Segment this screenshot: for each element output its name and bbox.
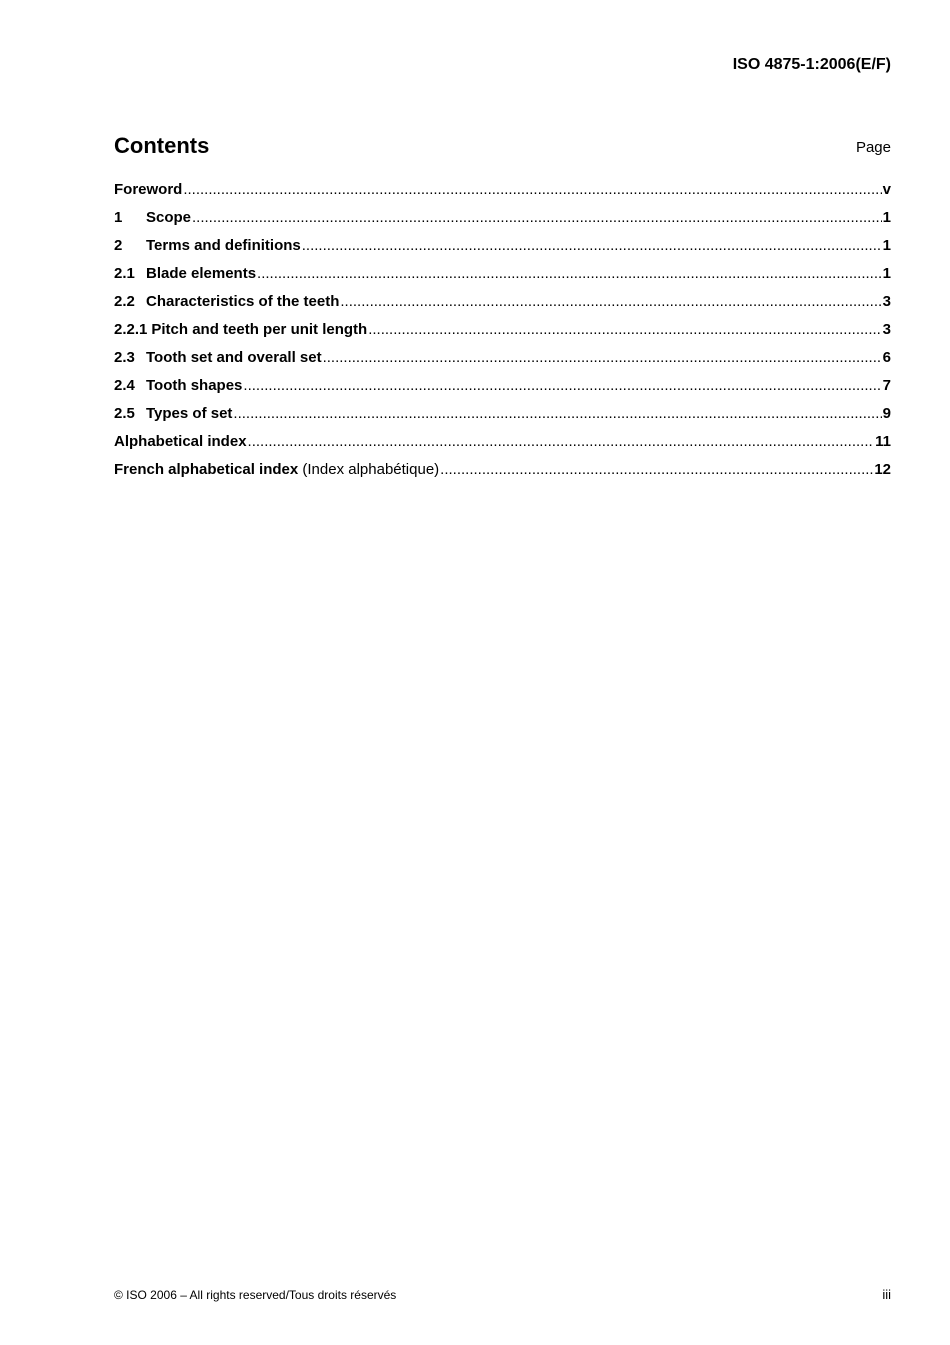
toc-entry-title: Types of set	[146, 405, 233, 422]
toc-entry-title: Characteristics of the teeth	[146, 293, 340, 310]
toc-entry-page: 12	[874, 461, 891, 478]
dot-leader	[183, 181, 881, 199]
toc-entry-title: Terms and definitions	[146, 237, 301, 254]
toc-entry-page: 6	[882, 349, 891, 366]
toc-entry-blade-elements[interactable]	[114, 265, 891, 293]
toc-entry-number: 2.4	[114, 377, 135, 394]
dot-leader	[192, 209, 882, 227]
toc-entry-number: 2.2.1	[114, 321, 148, 338]
dot-leader	[302, 237, 882, 255]
toc-entry-tooth-set-and-overall-set[interactable]	[114, 349, 891, 377]
toc-entry-page: 1	[882, 209, 891, 226]
toc-entry-title: Scope	[146, 209, 192, 226]
toc-entry-number: 2	[114, 237, 123, 254]
table-of-contents	[114, 181, 891, 489]
toc-entry-page: 9	[882, 405, 891, 422]
toc-entry-french-alphabetical-index[interactable]	[114, 461, 891, 489]
toc-entry-alphabetical-index[interactable]	[114, 433, 891, 461]
toc-entry-title: Blade elements	[146, 265, 257, 282]
toc-entry-page: v	[882, 181, 891, 198]
toc-entry-scope[interactable]	[114, 209, 891, 237]
dot-leader	[340, 293, 881, 311]
toc-entry-number: 1	[114, 209, 123, 226]
dot-leader	[243, 377, 881, 395]
page-number: iii	[882, 1287, 891, 1302]
toc-entry-page: 7	[882, 377, 891, 394]
dot-leader	[440, 461, 873, 479]
toc-entry-title: Tooth set and overall set	[146, 349, 322, 366]
toc-entry-pitch-and-teeth-per-unit-length[interactable]	[114, 321, 891, 349]
toc-entry-page: 3	[882, 293, 891, 310]
dot-leader	[248, 433, 875, 451]
toc-entry-title: Tooth shapes	[146, 377, 243, 394]
toc-entry-types-of-set[interactable]	[114, 405, 891, 433]
toc-entry-page: 3	[882, 321, 891, 338]
toc-entry-tooth-shapes[interactable]	[114, 377, 891, 405]
toc-entry-title: Alphabetical index	[114, 433, 247, 450]
toc-entry-characteristics-of-the-teeth[interactable]	[114, 293, 891, 321]
contents-title: Contents	[114, 133, 210, 158]
dot-leader	[233, 405, 881, 423]
contents-header	[114, 132, 891, 162]
toc-entry-number: 2.3	[114, 349, 135, 366]
toc-entry-page: 11	[875, 433, 891, 450]
toc-entry-number: 2.5	[114, 405, 135, 422]
page-column-label: Page	[855, 139, 891, 156]
toc-entry-number: 2.1	[114, 265, 135, 282]
dot-leader	[368, 321, 881, 339]
toc-entry-terms-and-definitions[interactable]	[114, 237, 891, 265]
toc-entry-title: Pitch and teeth per unit length	[151, 321, 368, 338]
dot-leader	[323, 349, 882, 367]
toc-entry-title: Foreword	[114, 181, 183, 198]
toc-entry-title: French alphabetical index	[114, 461, 299, 478]
toc-entry-subtitle: (Index alphabétique)	[298, 461, 440, 478]
dot-leader	[257, 265, 882, 283]
toc-entry-page: 1	[882, 265, 891, 282]
copyright-notice: © ISO 2006 – All rights reserved/Tous droits réservés	[114, 1288, 397, 1302]
toc-entry-foreword[interactable]	[114, 181, 891, 209]
document-id: ISO 4875-1:2006(E/F)	[732, 56, 891, 73]
toc-entry-number: 2.2	[114, 293, 135, 310]
toc-entry-page: 1	[882, 237, 891, 254]
